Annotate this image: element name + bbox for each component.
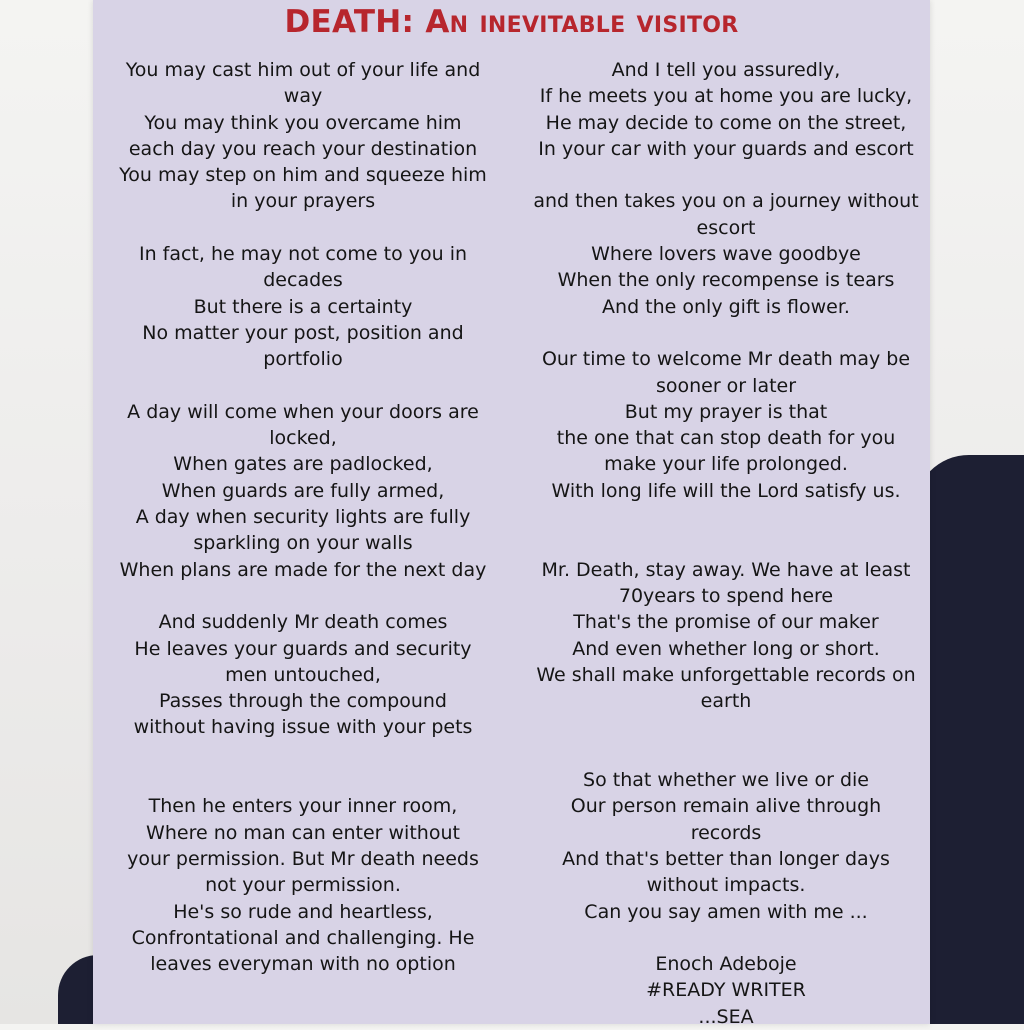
poem-line: without having issue with your pets	[133, 716, 473, 739]
poem-line: the one that can stop death for you	[556, 427, 896, 450]
poem-line: And I tell you assuredly,	[611, 59, 841, 81]
poem-line: Then he enters your inner room,	[148, 795, 458, 818]
stanza-break	[103, 741, 503, 767]
poem-line: without impacts.	[646, 874, 806, 897]
poem-line: portfolio	[263, 348, 343, 371]
poem-line: Mr. Death, stay away. We have at least	[541, 558, 911, 581]
poem-line: When guards are fully armed,	[161, 479, 445, 502]
poem-line: #READY WRITER	[646, 979, 806, 1002]
poem-left-column	[103, 57, 503, 977]
poem-line: Our time to welcome Mr death may be	[541, 348, 911, 371]
poem-line: in your prayers	[230, 190, 376, 213]
poem-line: We shall make unforgettable records on	[536, 663, 916, 686]
poem-line: each day you reach your destination	[128, 137, 478, 160]
poem-line: leaves everyman with no option	[150, 953, 456, 976]
poem-line: Where no man can enter without	[146, 821, 460, 844]
poem-line: make your life prolonged.	[604, 453, 848, 476]
poem-line: And even whether long or short.	[572, 637, 880, 660]
poem-line: In fact, he may not come to you in	[138, 243, 468, 266]
poem-line: Where lovers wave goodbye	[591, 243, 861, 266]
stanza-break	[525, 162, 927, 188]
poem-line: And the only gift is flower.	[602, 295, 850, 318]
poem-line: You may step on him and squeeze him	[119, 164, 487, 187]
poem-line: locked,	[269, 427, 337, 450]
poem-line: If he meets you at home you are lucky,	[539, 85, 913, 108]
stanza-break	[525, 530, 927, 556]
poem-line: your permission. But Mr death needs	[127, 847, 479, 870]
poem-line: men untouched,	[225, 663, 381, 686]
poem-line: And that's better than longer days	[562, 847, 890, 870]
poem-line: not your permission.	[205, 874, 401, 897]
poem-line: You may cast him out of your life and	[125, 59, 481, 81]
poem-line: and then takes you on a journey without	[533, 190, 919, 213]
stanza-break	[525, 714, 927, 740]
poem-line: Our person remain alive through	[570, 795, 882, 818]
poem-line: decades	[263, 269, 343, 292]
stanza-break	[103, 215, 503, 241]
poem-line: But my prayer is that	[624, 400, 828, 423]
poem-line: When gates are padlocked,	[173, 453, 433, 476]
poem-line: With long life will the Lord satisfy us.	[551, 479, 901, 502]
stanza-break	[525, 504, 927, 530]
poem-line: That's the promise of our maker	[573, 611, 879, 634]
poem-right-column	[525, 57, 927, 1030]
poem-line: way	[283, 85, 323, 108]
stanza-break	[525, 741, 927, 767]
poem-line: A day will come when your doors are	[127, 400, 479, 423]
poem-line: Confrontational and challenging. He	[131, 926, 475, 949]
poem-line: And suddenly Mr death comes	[158, 611, 448, 634]
poem-page	[93, 0, 930, 1028]
poem-line: sparkling on your walls	[193, 532, 413, 555]
poem-line: When the only recompense is tears	[557, 269, 895, 292]
poem-line: A day when security lights are fully	[135, 506, 471, 529]
stanza-break	[103, 373, 503, 399]
poem-line: earth	[700, 690, 752, 713]
background-figure	[914, 455, 1024, 1024]
poem-line: 70years to spend here	[618, 584, 834, 607]
poem-line: Can you say amen with me ...	[584, 900, 868, 923]
stanza-break	[525, 320, 927, 346]
poem-line: But there is a certainty	[193, 295, 413, 318]
poem-line: He may decide to come on the street,	[545, 111, 907, 134]
poem-line: escort	[696, 216, 756, 239]
poem-line: Enoch Adeboje	[655, 953, 797, 976]
poem-line: No matter your post, position and	[142, 321, 464, 344]
poem-line: Passes through the compound	[159, 690, 447, 713]
stanza-break	[103, 767, 503, 793]
poem-line: sooner or later	[655, 374, 797, 397]
stanza-break	[103, 583, 503, 609]
poem-line: So that whether we live or die	[583, 769, 869, 792]
poem-line: You may think you overcame him	[144, 111, 462, 134]
poem-line: records	[690, 821, 762, 844]
poem-line: He leaves your guards and security	[134, 637, 472, 660]
poem-line: When plans are made for the next day	[119, 558, 487, 581]
poem-line: He's so rude and heartless,	[173, 900, 433, 923]
stanza-break	[525, 925, 927, 951]
poem-title: DEATH: An inevitable visitor	[284, 4, 739, 40]
poem-line: In your car with your guards and escort	[538, 137, 914, 160]
poem-line: ...SEA	[698, 1005, 754, 1028]
